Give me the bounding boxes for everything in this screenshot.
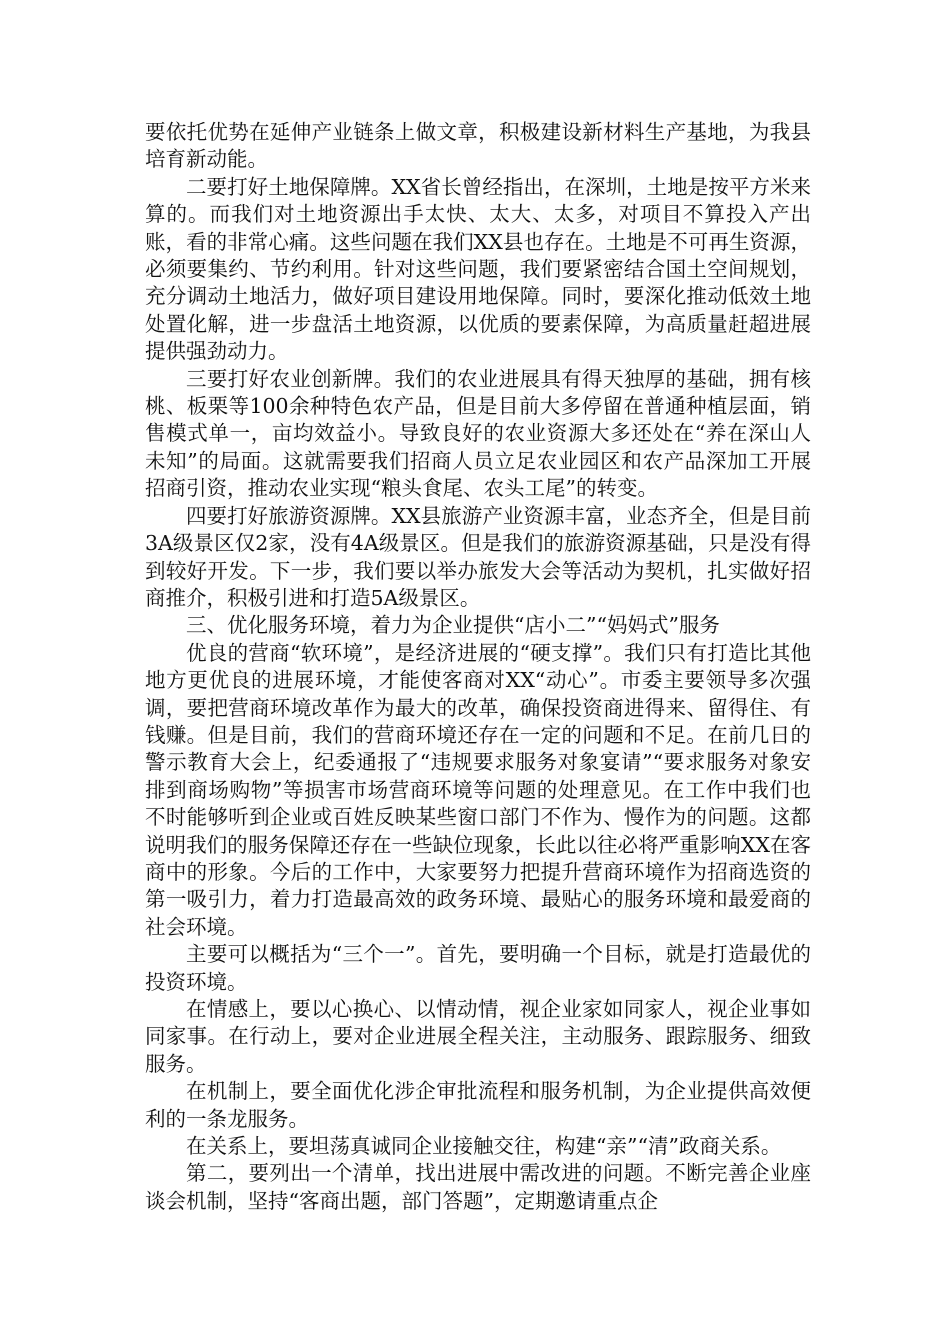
paragraph-8: 在情感上，要以心换心、以情动情，视企业家如同家人，视企业事如同家事。在行动上，要对企业进展全程关注，主动服务、跟踪服务、细致服务。 [145,997,811,1076]
paragraph-7: 主要可以概括为“三个一”。首先，要明确一个目标，就是打造最优的投资环境。 [145,942,811,994]
paragraph-11: 第二，要列出一个清单，找出进展中需改进的问题。不断完善企业座谈会机制，坚持“客商出题，部门答题”，定期邀请重点企 [145,1161,811,1213]
document-body [145,119,811,1215]
paragraph-4: 四要打好旅游资源牌。XX县旅游产业资源丰富，业态齐全，但是目前3A级景区仅2家，没有4A级景区。但是我们的旅游资源基础，只是没有得到较好开发。下一步，我们要以举办旅发大会等活动为契机，扎实做好招商推介，积极引进和打造5A级景区。 [145,503,811,610]
paragraph-6: 优良的营商“软环境”，是经济进展的“硬支撑”。我们只有打造比其他地方更优良的进展环境，才能使客商对XX“动心”。市委主要领导多次强调，要把营商环境改革作为最大的改革，确保投资商进得来、留得住、有钱赚。但是目前，我们的营商环境还存在一定的问题和不足。在前几日的警示教育大会上，纪委通报了“违规要求服务对象宴请”“要求服务对象安排到商场购物”等损害市场营商环境等问题的处理意见。在工作中我们也不时能够听到企业或百姓反映某些窗口部门不作为、慢作为的问题。这都说明我们的服务保障还存在一些缺位现象，长此以往必将严重影响XX在客商中的形象。今后的工作中，大家要努力把提升营商环境作为招商选资的第一吸引力，着力打造最高效的政务环境、最贴心的服务环境和最爱商的社会环境。 [145,640,811,939]
paragraph-1: 要依托优势在延伸产业链条上做文章，积极建设新材料生产基地，为我县培育新动能。 [145,120,811,172]
paragraph-9: 在机制上，要全面优化涉企审批流程和服务机制，为企业提供高效便利的一条龙服务。 [145,1079,811,1131]
paragraph-3: 三要打好农业创新牌。我们的农业进展具有得天独厚的基础，拥有核桃、板栗等100余种特色农产品，但是目前大多停留在普通种植层面，销售模式单一，亩均效益小。导致良好的农业资源大多还处在“养在深山人未知”的局面。这就需要我们招商人员立足农业园区和农产品深加工开展招商引资，推动农业实现“粮头食尾、农头工尾”的转变。 [145,366,811,501]
paragraph-2: 二要打好土地保障牌。XX省长曾经指出，在深圳，土地是按平方米来算的。而我们对土地资源出手太快、太大、太多，对项目不算投入产出账，看的非常心痛。这些问题在我们XX县也存在。土地是不可再生资源，必须要集约、节约利用。针对这些问题，我们要紧密结合国土空间规划，充分调动土地活力，做好项目建设用地保障。同时，要深化推动低效土地处置化解，进一步盘活土地资源，以优质的要素保障，为高质量赶超进展提供强劲动力。 [145,174,811,364]
paragraph-10: 在关系上，要坦荡真诚同企业接触交往，构建“亲”“清”政商关系。 [186,1134,782,1159]
section-heading: 三、优化服务环境，着力为企业提供“店小二”“妈妈式”服务 [186,613,720,638]
